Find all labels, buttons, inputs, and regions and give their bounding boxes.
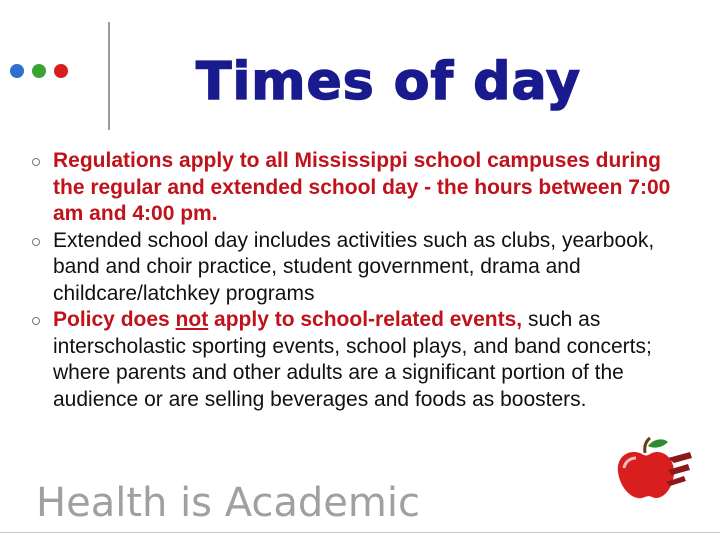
green-dot-icon — [32, 64, 46, 78]
page-title: Times of day — [196, 52, 581, 112]
bullet-text-bold: Regulations apply to all Mississippi school campuses during the regular and extended school day - the hours between 7:00 am and 4:00 pm. — [53, 149, 671, 225]
footer-divider — [0, 532, 720, 533]
red-dot-icon — [54, 64, 68, 78]
apple-icon — [612, 436, 698, 502]
bullet-icon — [32, 238, 40, 246]
list-item — [32, 228, 692, 308]
bullet-text-bold: Policy does — [53, 308, 176, 331]
blue-dot-icon — [10, 64, 24, 78]
bullet-text: Extended school day includes activities such as clubs, yearbook, band and choir practice, student government, drama and childcare/latchkey programs — [53, 228, 655, 305]
bullet-text-bold: apply to school-related events, — [208, 308, 523, 331]
footer-logo: Health is Academic — [36, 480, 420, 526]
accent-dots — [10, 64, 68, 78]
title-divider — [108, 22, 110, 130]
list-item — [32, 307, 692, 413]
bullet-list — [32, 148, 692, 413]
bullet-icon — [32, 158, 40, 166]
list-item — [32, 148, 692, 228]
bullet-text-underlined: not — [175, 308, 209, 331]
bullet-icon — [32, 317, 40, 325]
bullet-text: such as interscholastic sporting events, school plays, and band concerts; where parents and other adults are a significant portion of the audience or are selling beverages and foods as boosters. — [53, 308, 652, 411]
